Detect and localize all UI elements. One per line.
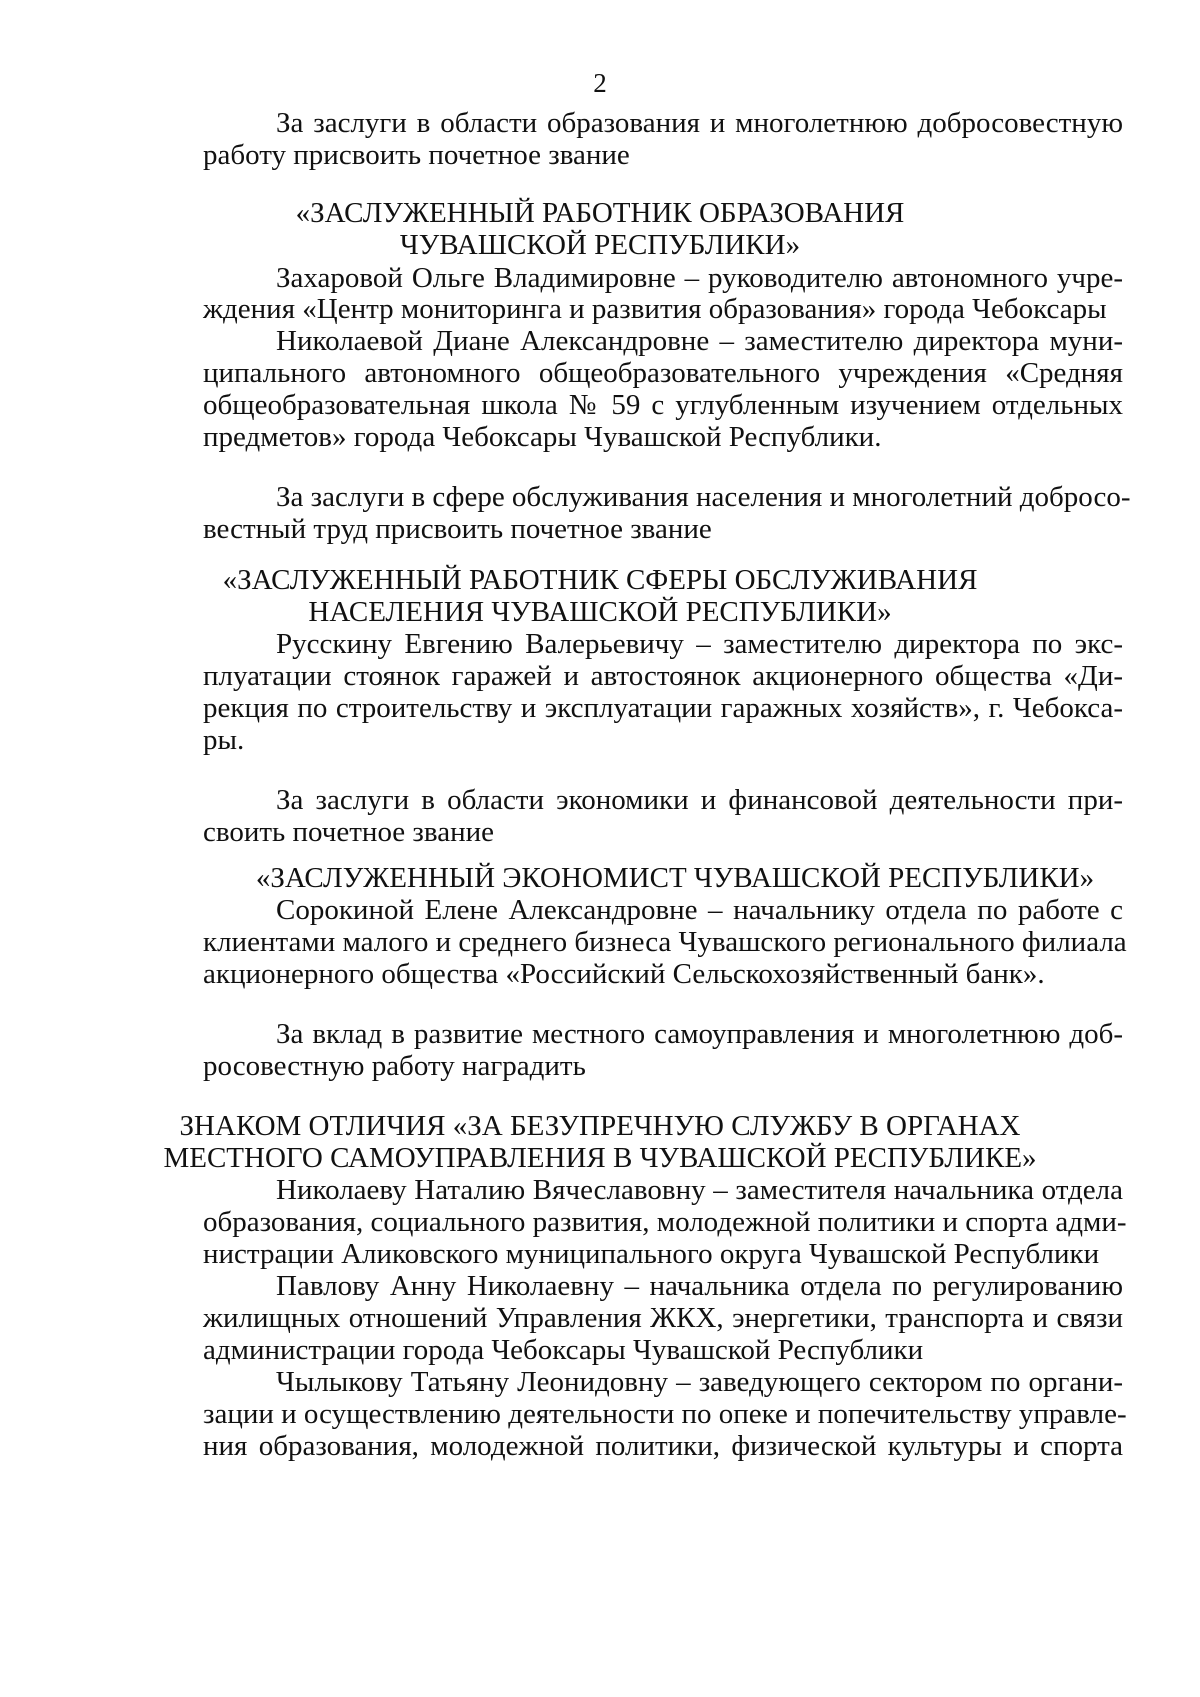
awardee-line: Чылыкову Татьяну Леонидовну – заведующего сектором по органи- <box>276 1366 1123 1398</box>
awardee-line: предметов» города Чебоксары Чувашской Республики. <box>203 421 882 453</box>
awardee-line: Николаеву Наталию Вячеславовну – заместителя начальника отдела <box>276 1174 1123 1206</box>
awardee-line: образования, социального развития, молодежной политики и спорта адми- <box>203 1206 1127 1238</box>
awardee-line: ждения «Центр мониторинга и развития образования» города Чебоксары <box>203 293 1107 325</box>
award-title-line: НАСЕЛЕНИЯ ЧУВАШСКОЙ РЕСПУБЛИКИ» <box>308 596 892 628</box>
awardee-line: нистрации Аликовского муниципального округа Чувашской Республики <box>203 1238 1100 1270</box>
awardee-line: Русскину Евгению Валерьевичу – заместителю директора по экс- <box>276 628 1123 660</box>
section-intro-line: своить почетное звание <box>203 816 494 848</box>
awardee-line: администрации города Чебоксары Чувашской Республики <box>203 1334 924 1366</box>
section-intro-line: вестный труд присвоить почетное звание <box>203 513 712 545</box>
awardee-line: жилищных отношений Управления ЖКХ, энергетики, транспорта и связи <box>203 1302 1123 1334</box>
page-number: 2 <box>593 68 607 98</box>
awardee-line: ния образования, молодежной политики, физической культуры и спорта <box>203 1430 1123 1462</box>
award-title-line: «ЗАСЛУЖЕННЫЙ РАБОТНИК ОБРАЗОВАНИЯ <box>295 197 905 229</box>
section-intro-line: работу присвоить почетное звание <box>203 139 630 171</box>
award-title-line: МЕСТНОГО САМОУПРАВЛЕНИЯ В ЧУВАШСКОЙ РЕСПУБЛИКЕ» <box>163 1142 1037 1174</box>
award-title-line: «ЗАСЛУЖЕННЫЙ РАБОТНИК СФЕРЫ ОБСЛУЖИВАНИЯ <box>222 564 978 596</box>
awardee-line: ципального автономного общеобразовательного учреждения «Средняя <box>203 357 1123 389</box>
section-intro-line: За заслуги в области экономики и финансовой деятельности при- <box>276 784 1123 816</box>
awardee-line: Павлову Анну Николаевну – начальника отдела по регулированию <box>276 1270 1123 1302</box>
award-title-line: ЗНАКОМ ОТЛИЧИЯ «ЗА БЕЗУПРЕЧНУЮ СЛУЖБУ В ОРГАНАХ <box>179 1110 1021 1142</box>
awardee-line: ры. <box>203 724 245 756</box>
awardee-line: плуатации стоянок гаражей и автостоянок акционерного общества «Ди- <box>203 660 1123 692</box>
section-intro-line: За вклад в развитие местного самоуправления и многолетнюю доб- <box>276 1018 1123 1050</box>
awardee-line: рекция по строительству и эксплуатации гаражных хозяйств», г. Чебокса- <box>203 692 1123 724</box>
award-title-line: «ЗАСЛУЖЕННЫЙ ЭКОНОМИСТ ЧУВАШСКОЙ РЕСПУБЛИКИ» <box>255 862 1095 894</box>
section-intro-line: росовестную работу наградить <box>203 1050 586 1082</box>
awardee-line: Николаевой Диане Александровне – заместителю директора муни- <box>276 325 1123 357</box>
awardee-line: Сорокиной Елене Александровне – начальнику отдела по работе с <box>276 894 1123 926</box>
awardee-line: акционерного общества «Российский Сельскохозяйственный банк». <box>203 958 1045 990</box>
awardee-line: Захаровой Ольге Владимировне – руководителю автономного учре- <box>276 262 1123 294</box>
section-intro-line: За заслуги в области образования и многолетнюю добросовестную <box>276 107 1123 139</box>
award-title-line: ЧУВАШСКОЙ РЕСПУБЛИКИ» <box>399 229 801 261</box>
awardee-line: клиентами малого и среднего бизнеса Чувашского регионального филиала <box>203 926 1127 958</box>
section-intro-line: За заслуги в сфере обслуживания населения и многолетний добросо- <box>276 481 1131 513</box>
awardee-line: общеобразовательная школа № 59 с углубленным изучением отдельных <box>203 389 1123 421</box>
awardee-line: зации и осуществлению деятельности по опеке и попечительству управле- <box>203 1398 1127 1430</box>
